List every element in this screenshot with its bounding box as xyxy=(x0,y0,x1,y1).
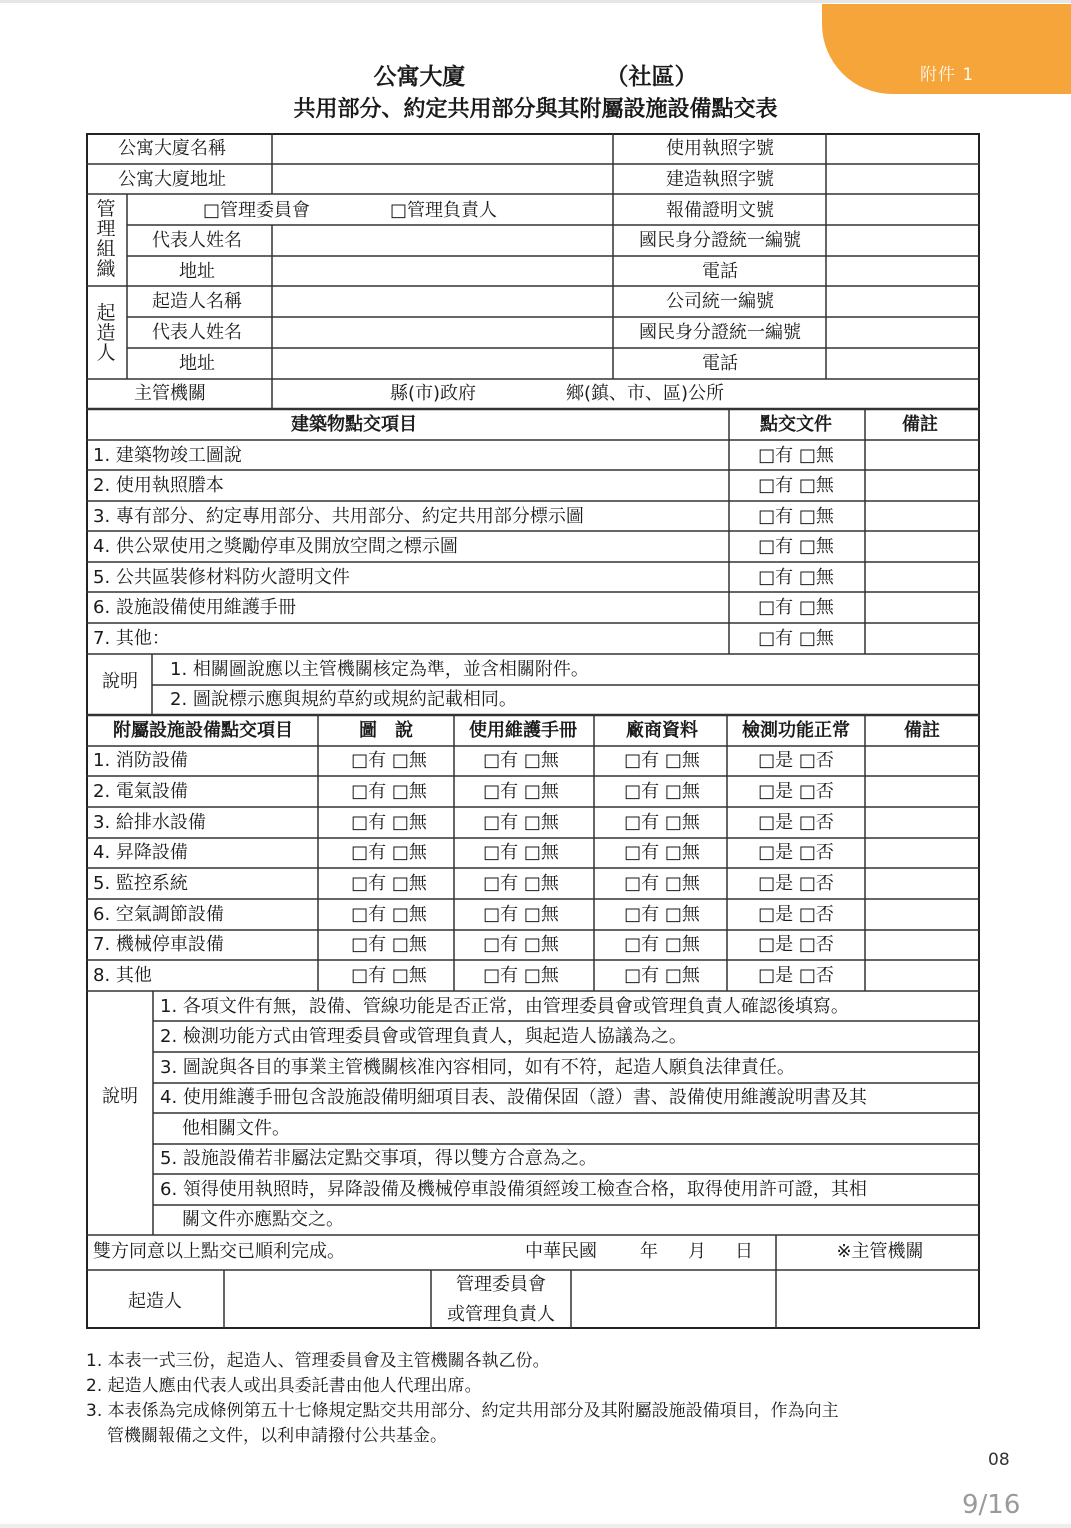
building-yes-no-checkbox[interactable]: □有 □無 xyxy=(758,506,834,527)
facility-note: 3. 圖說與各目的事業主管機關核准內容相同，如有不符，起造人願負法律責任。 xyxy=(160,1057,795,1078)
label-company-id: 公司統一編號 xyxy=(666,291,774,312)
vendor-checkbox[interactable]: □有 □無 xyxy=(624,873,700,894)
building-yes-no-checkbox[interactable]: □有 □無 xyxy=(758,445,834,466)
label-report-doc: 報備證明文號 xyxy=(666,200,774,221)
committee-signature-label: 管理委員會 xyxy=(456,1274,546,1295)
facility-note: 他相關文件。 xyxy=(182,1118,290,1139)
footnote: 1. 本表一式三份，起造人、管理委員會及主管機關各執乙份。 xyxy=(86,1351,550,1371)
test-checkbox[interactable]: □是 □否 xyxy=(758,873,834,894)
building-item: 2. 使用執照謄本 xyxy=(93,475,224,496)
building-item: 7. 其他： xyxy=(93,628,170,649)
vendor-checkbox[interactable]: □有 □無 xyxy=(624,750,700,771)
facility-item: 7. 機械停車設備 xyxy=(93,934,224,955)
vendor-checkbox[interactable]: □有 □無 xyxy=(624,842,700,863)
label-mgmt-address: 地址 xyxy=(179,261,215,282)
footnote: 管機關報備之文件，以利申請撥付公共基金。 xyxy=(107,1426,447,1446)
facility-item: 8. 其他 xyxy=(93,965,152,986)
drawing-checkbox[interactable]: □有 □無 xyxy=(351,904,427,925)
builder-signature-label: 起造人 xyxy=(128,1291,182,1312)
building-yes-no-checkbox[interactable]: □有 □無 xyxy=(758,597,834,618)
form-title-line1 xyxy=(0,58,1071,91)
building-doc-header: 點交文件 xyxy=(760,414,832,435)
committee-signature-label-2: 或管理負責人 xyxy=(447,1304,555,1325)
vendor-checkbox[interactable]: □有 □無 xyxy=(624,812,700,833)
label-mgmt-phone: 電話 xyxy=(702,261,738,282)
vendor-checkbox[interactable]: □有 □無 xyxy=(624,904,700,925)
building-note: 1. 相關圖說應以主管機關核定為準，並含相關附件。 xyxy=(170,659,589,680)
drawing-checkbox[interactable]: □有 □無 xyxy=(351,781,427,802)
page-code: 08 xyxy=(988,1450,1010,1470)
label-builder-address: 地址 xyxy=(179,353,215,374)
label-mgmt-rep-name: 代表人姓名 xyxy=(152,230,242,251)
building-item: 4. 供公眾使用之獎勵停車及開放空間之標示圖 xyxy=(93,536,458,557)
test-checkbox[interactable]: □是 □否 xyxy=(758,934,834,955)
facility-section-header: 附屬設施設備點交項目 xyxy=(113,720,293,741)
building-note-label: 說明 xyxy=(102,671,138,692)
page-counter: 9/16 xyxy=(962,1490,1021,1520)
label-builder-phone: 電話 xyxy=(702,353,738,374)
facility-note: 6. 領得使用執照時，昇降設備及機械停車設備須經竣工檢查合格，取得使用許可證，其相 xyxy=(160,1179,867,1200)
label-builder-group: 起造人 xyxy=(96,302,116,365)
facility-col-vendor: 廠商資料 xyxy=(626,720,698,741)
form-title-line2: 共用部分、約定共用部分與其附屬設施設備點交表 xyxy=(293,97,778,122)
manual-checkbox[interactable]: □有 □無 xyxy=(483,904,559,925)
title-community: （社區） xyxy=(605,64,698,90)
manual-checkbox[interactable]: □有 □無 xyxy=(483,812,559,833)
facility-col-drawing: 圖 說 xyxy=(359,720,413,741)
checkbox-mgmt-person[interactable]: □管理負責人 xyxy=(390,200,498,221)
facility-note: 關文件亦應點交之。 xyxy=(182,1209,344,1230)
authority-mark: ※主管機關 xyxy=(836,1241,924,1262)
building-yes-no-checkbox[interactable]: □有 □無 xyxy=(758,536,834,557)
facility-item: 1. 消防設備 xyxy=(93,750,188,771)
facility-item: 5. 監控系統 xyxy=(93,873,188,894)
facility-item: 6. 空氣調節設備 xyxy=(93,904,224,925)
label-builder-id-number: 國民身分證統一編號 xyxy=(639,322,801,343)
manual-checkbox[interactable]: □有 □無 xyxy=(483,842,559,863)
bottom-edge xyxy=(0,1524,1071,1528)
title-building: 公寓大廈 xyxy=(373,64,466,90)
drawing-checkbox[interactable]: □有 □無 xyxy=(351,873,427,894)
footnote: 2. 起造人應由代表人或出具委託書由他人代理出席。 xyxy=(86,1376,482,1396)
drawing-checkbox[interactable]: □有 □無 xyxy=(351,842,427,863)
facility-note: 2. 檢測功能方式由管理委員會或管理負責人，與起造人協議為之。 xyxy=(160,1026,687,1047)
test-checkbox[interactable]: □是 □否 xyxy=(758,842,834,863)
footnotes xyxy=(86,1349,839,1449)
label-mgmt-id-number: 國民身分證統一編號 xyxy=(639,230,801,251)
drawing-checkbox[interactable]: □有 □無 xyxy=(351,965,427,986)
building-remark-header: 備註 xyxy=(902,414,938,435)
label-building-name: 公寓大廈名稱 xyxy=(118,138,226,159)
attachment-label: 附件 1 xyxy=(920,65,975,85)
vendor-checkbox[interactable]: □有 □無 xyxy=(624,965,700,986)
date-day-label: 日 xyxy=(735,1241,753,1262)
facility-note: 1. 各項文件有無，設備、管線功能是否正常，由管理委員會或管理負責人確認後填寫。 xyxy=(160,996,849,1017)
test-checkbox[interactable]: □是 □否 xyxy=(758,781,834,802)
label-build-license: 建造執照字號 xyxy=(666,169,774,190)
test-checkbox[interactable]: □是 □否 xyxy=(758,812,834,833)
top-edge xyxy=(0,0,1071,3)
manual-checkbox[interactable]: □有 □無 xyxy=(483,965,559,986)
test-checkbox[interactable]: □是 □否 xyxy=(758,904,834,925)
building-item: 3. 專有部分、約定專用部分、共用部分、約定共用部分標示圖 xyxy=(93,506,584,527)
checkbox-mgmt-committee[interactable]: □管理委員會 xyxy=(203,200,311,221)
facility-item: 2. 電氣設備 xyxy=(93,781,188,802)
facility-item: 4. 昇降設備 xyxy=(93,842,188,863)
label-builder-rep-name: 代表人姓名 xyxy=(152,322,242,343)
agreement-statement: 雙方同意以上點交已順利完成。 xyxy=(93,1241,345,1262)
label-authority: 主管機關 xyxy=(134,383,206,404)
building-yes-no-checkbox[interactable]: □有 □無 xyxy=(758,628,834,649)
manual-checkbox[interactable]: □有 □無 xyxy=(483,781,559,802)
test-checkbox[interactable]: □是 □否 xyxy=(758,750,834,771)
manual-checkbox[interactable]: □有 □無 xyxy=(483,873,559,894)
manual-checkbox[interactable]: □有 □無 xyxy=(483,750,559,771)
label-town-office: 鄉(鎮、市、區)公所 xyxy=(566,383,725,404)
facility-note: 4. 使用維護手冊包含設施設備明細項目表、設備保固（證）書、設備使用維護說明書及其 xyxy=(160,1087,867,1108)
building-note: 2. 圖說標示應與規約草約或規約記載相同。 xyxy=(170,689,517,710)
facility-col-manual: 使用維護手冊 xyxy=(469,720,577,741)
test-checkbox[interactable]: □是 □否 xyxy=(758,965,834,986)
manual-checkbox[interactable]: □有 □無 xyxy=(483,934,559,955)
facility-col-test: 檢測功能正常 xyxy=(742,720,850,741)
facility-note: 5. 設施設備若非屬法定點交事項，得以雙方合意為之。 xyxy=(160,1148,597,1169)
date-roc-label: 中華民國 xyxy=(525,1241,597,1262)
building-yes-no-checkbox[interactable]: □有 □無 xyxy=(758,475,834,496)
label-building-address: 公寓大廈地址 xyxy=(118,169,226,190)
building-item: 6. 設施設備使用維護手冊 xyxy=(93,597,296,618)
drawing-checkbox[interactable]: □有 □無 xyxy=(351,934,427,955)
drawing-checkbox[interactable]: □有 □無 xyxy=(351,812,427,833)
building-yes-no-checkbox[interactable]: □有 □無 xyxy=(758,567,834,588)
facility-item: 3. 給排水設備 xyxy=(93,812,206,833)
label-county-gov: 縣(市)政府 xyxy=(390,383,477,404)
facility-col-remark: 備註 xyxy=(904,720,940,741)
building-item: 1. 建築物竣工圖說 xyxy=(93,445,242,466)
vendor-checkbox[interactable]: □有 □無 xyxy=(624,781,700,802)
date-year-label: 年 xyxy=(640,1241,658,1262)
facility-note-label: 說明 xyxy=(102,1086,138,1107)
date-month-label: 月 xyxy=(688,1241,706,1262)
vendor-checkbox[interactable]: □有 □無 xyxy=(624,934,700,955)
footnote: 3. 本表係為完成條例第五十七條規定點交共用部分、約定共用部分及其附屬設施設備項目，作為向主 xyxy=(86,1401,839,1421)
drawing-checkbox[interactable]: □有 □無 xyxy=(351,750,427,771)
building-item: 5. 公共區裝修材料防火證明文件 xyxy=(93,567,350,588)
building-section-header: 建築物點交項目 xyxy=(291,414,417,435)
label-use-license: 使用執照字號 xyxy=(666,138,774,159)
label-builder-name: 起造人名稱 xyxy=(152,291,242,312)
label-mgmt-group: 管理組織 xyxy=(96,198,116,281)
